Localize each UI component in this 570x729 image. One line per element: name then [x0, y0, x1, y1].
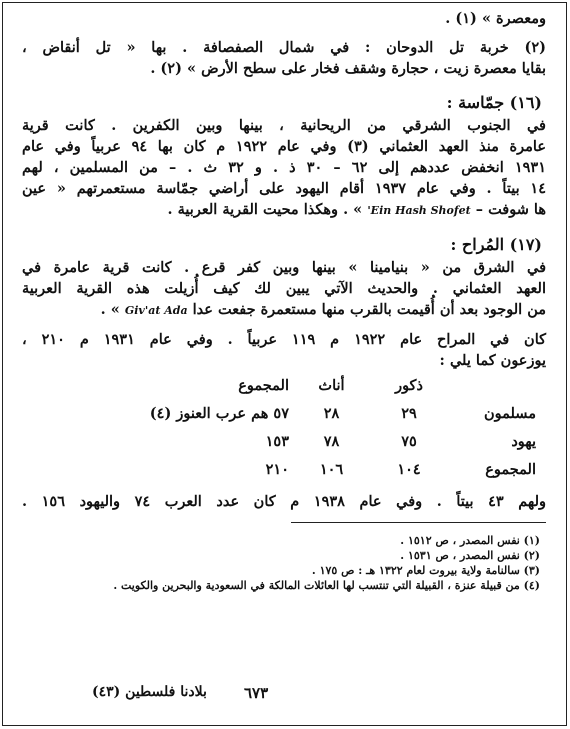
table-header-row: [99, 371, 536, 399]
jammasa-line-2: عامرة منذ العهد العثماني (٣) وفي عام ١٩٢٢ م كان بها ٩٤ عربياً وفي عام: [22, 138, 546, 155]
document-page: [22, 8, 546, 593]
jammasa-line-5-suffix: » . وهكذا محيت القرية العربية .: [167, 201, 363, 218]
row-females: ١٠٦: [319, 460, 344, 478]
table-row: [99, 399, 536, 427]
jammasa-line-1: في الجنوب الشرقي من الريحانية ، بينها وبين الكفرين . كانت قرية: [22, 117, 546, 134]
row-females: ٧٨: [323, 432, 340, 450]
footnote-3: (٣) سالنامة ولاية بيروت لعام ١٣٢٢ هـ : ص ١٧٥ .: [311, 564, 540, 577]
murah-line-2: العهد العثماني . والحديث الآتي يبين لك كيف أُزيلت هذه القرية العربية: [22, 280, 546, 297]
table-row: [99, 455, 536, 483]
murah-pop-line-2: يوزعون كما يلي :: [439, 352, 546, 369]
jammasa-line-5-prefix: ها شوفت –: [475, 201, 546, 218]
murah-pop-line-1: كان في المراح عام ١٩٢٢ م ١١٩ عربياً . وفي عام ١٩٣١ م ٢١٠ ،: [22, 331, 547, 348]
footnote-1: (١) نفس المصدر ، ص ١٥١٢ .: [400, 534, 540, 547]
population-table: [99, 371, 536, 483]
khirba-line-1: (٢) خربة تل الدوحان : في شمال الصفصافة . بها « تل أنقاض ،: [22, 39, 546, 56]
murah-line-3-suffix: » .: [100, 301, 120, 318]
table-row: [99, 427, 536, 455]
row-label: يهود: [511, 432, 536, 450]
book-title: بلادنا فلسطين (٤٣): [92, 684, 207, 700]
murah-latin-name: Giv'at Ada: [124, 304, 188, 317]
footnote-4: (٤) من قبيلة عنزة ، القبيلة التي تنتسب لها العائلات المالكة في السعودية والبحرين والكويت .: [113, 579, 540, 592]
jammasa-line-3: ١٩٣١ انخفض عددهم إلى ٦٢ – ٣٠ ذ . و ٣٢ ث . – من المسلمين ، لهم: [22, 159, 546, 176]
row-total: ١٥٣: [265, 432, 289, 450]
footnote-separator: [291, 522, 546, 523]
row-total: ٢١٠: [265, 460, 289, 478]
page-footer: [22, 684, 546, 706]
khirba-line-2: بقايا معصرة زيت ، حجارة وشقف فخار على سطح الأرض » (٢) .: [150, 60, 546, 77]
table-header-females: أناث: [318, 376, 345, 394]
footnote-2: (٢) نفس المصدر ، ص ١٥٣١ .: [400, 549, 540, 562]
row-label: المجموع: [485, 460, 536, 478]
jammasa-line-5: [22, 199, 546, 221]
row-males: ٧٥: [401, 432, 417, 450]
top-line: ومعصرة » (١) .: [445, 10, 546, 27]
closing-line: ولهم ٤٣ بيتاً . وفي عام ١٩٣٨ م كان عدد العرب ٧٤ واليهود ١٥٦ .: [22, 493, 546, 510]
row-total: ٥٧ هم عرب العنوز (٤): [149, 404, 289, 422]
table-header-empty: [444, 371, 536, 399]
jammasa-latin-name: 'Ein Hash Shofet: [367, 204, 471, 217]
table-header-total: المجموع: [238, 376, 289, 394]
row-label: مسلمون: [483, 404, 536, 422]
row-males: ١٠٤: [397, 460, 421, 478]
jammasa-line-4: ١٤ بيتاً . وفي عام ١٩٣٧ أقام اليهود على أراضي جمّاسة مستعمرتهم « عين: [22, 180, 546, 197]
murah-line-3: [22, 299, 546, 321]
table-header-males: ذكور: [395, 376, 423, 394]
murah-heading: (١٧) المُراح :: [450, 235, 542, 254]
murah-line-3-prefix: من الوجود بعد أن أُقيمت بالقرب منها مستعمرة جفعت عدا: [192, 301, 546, 318]
murah-line-1: في الشرق من « بنيامينا » بينها وبين كفر قرع . كانت قرية عامرة في: [22, 259, 546, 276]
jammasa-heading: (١٦) جمّاسة :: [446, 93, 542, 112]
row-males: ٢٩: [401, 404, 417, 422]
page-number: ٦٧٣: [244, 684, 269, 702]
row-females: ٢٨: [323, 404, 340, 422]
